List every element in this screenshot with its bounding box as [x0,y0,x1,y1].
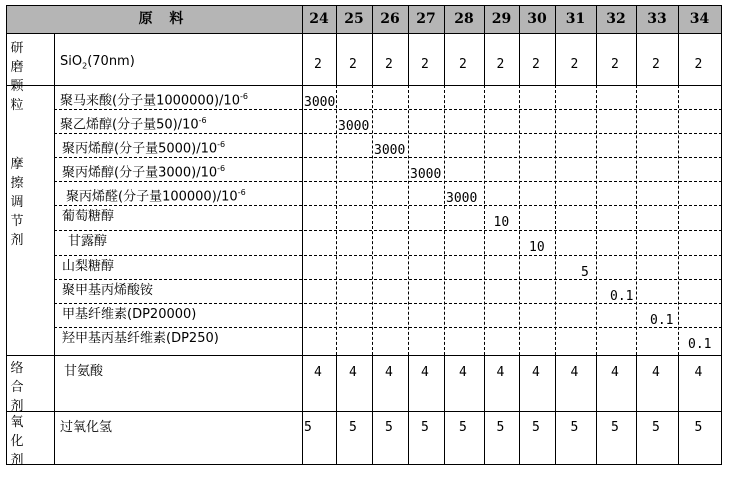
header-col-29: 29 [491,11,512,27]
header-col-26: 26 [380,11,400,27]
header-col-32: 32 [606,11,626,27]
sio2-value: 2 [694,57,703,72]
row-name-f9: 聚甲基丙烯酸铵 [62,283,154,298]
category-oxidizer: 氧 化 剂 [10,415,24,468]
friction-value-f8: 5 [581,265,589,280]
glycine-value: 4 [611,365,619,380]
row-name-sio2: SiO$_2$(70nm) [60,54,135,71]
sio2-value: 2 [421,57,429,72]
glycine-value: 4 [694,365,703,380]
row-name-f5: 聚丙烯醛(分子量$100000)/10^{-6}$ [66,188,246,205]
row-name-f11: 羟甲基丙基纤维素(DP250) [62,331,219,346]
h2o2-value: 5 [570,420,579,435]
header-col-34: 34 [689,11,710,27]
h2o2-value: 5 [421,420,429,435]
h2o2-value: 5 [459,420,467,435]
glycine-value: 4 [532,365,540,380]
friction-value-f4: 3000 [410,167,442,182]
glycine-value: 4 [459,365,467,380]
h2o2-value: 5 [349,420,357,435]
glycine-value: 4 [496,365,505,380]
glycine-value: 4 [385,365,393,380]
friction-value-f11: 0.1 [688,337,712,352]
glycine-value: 4 [570,365,579,380]
row-name-f8: 山梨糖醇 [62,259,115,274]
row-name-h2o2: 过氧化氢 [60,420,113,435]
friction-value-f10: 0.1 [650,313,674,328]
friction-value-f2: 3000 [338,119,370,134]
sio2-value: 2 [314,57,322,72]
friction-value-f6: 10 [493,215,510,230]
row-name-f4: 聚丙烯醇(分子量$3000)/10^{-6}$ [62,164,226,181]
friction-value-f7: 10 [529,240,545,255]
header-label: 原 料 [138,11,190,27]
glycine-value: 4 [314,365,322,380]
header-col-31: 31 [565,11,586,27]
row-name-f3: 聚丙烯醇(分子量$5000)/10^{-6}$ [62,140,226,157]
h2o2-value: 5 [532,420,540,435]
h2o2-value: 5 [611,420,619,435]
table-header [6,5,722,33]
sio2-value: 2 [532,57,540,72]
row-name-f10: 甲基纤维素(DP20000) [62,307,197,322]
friction-value-f5: 3000 [446,191,478,206]
header-col-30: 30 [527,11,547,27]
row-name-f2: 聚乙烯醇(分子量$50)/10^{-6}$ [60,116,207,133]
row-name-f6: 葡萄糖醇 [62,209,115,224]
friction-value-f9: 0.1 [610,289,634,304]
friction-value-f3: 3000 [374,143,406,158]
sio2-value: 2 [496,57,505,72]
h2o2-value: 5 [304,420,312,435]
sio2-value: 2 [459,57,467,72]
sio2-value: 2 [652,57,660,72]
header-col-33: 33 [647,11,667,27]
category-friction: 摩 擦 调 节 剂 [10,157,24,248]
glycine-value: 4 [421,365,429,380]
sio2-value: 2 [570,57,579,72]
category-abrasive: 研磨 颗粒 [10,41,24,113]
h2o2-value: 5 [694,420,703,435]
header-col-25: 25 [344,11,364,27]
formulation-table [6,5,722,468]
row-name-glycine: 甘氨酸 [64,364,104,379]
header-col-28: 28 [454,11,474,27]
sio2-value: 2 [385,57,393,72]
friction-value-f1: 3000 [304,95,336,110]
sio2-value: 2 [349,57,357,72]
row-name-f1: 聚马来酸(分子量$1000000)/10^{-6}$ [60,92,248,109]
h2o2-value: 5 [652,420,660,435]
glycine-value: 4 [652,365,660,380]
h2o2-value: 5 [496,420,505,435]
h2o2-value: 5 [385,420,393,435]
category-complexing: 络 合 剂 [10,361,24,414]
glycine-value: 4 [349,365,357,380]
header-col-24: 24 [309,11,329,27]
sio2-value: 2 [611,57,619,72]
header-col-27: 27 [416,11,436,27]
row-name-f7: 甘露醇 [68,234,108,249]
